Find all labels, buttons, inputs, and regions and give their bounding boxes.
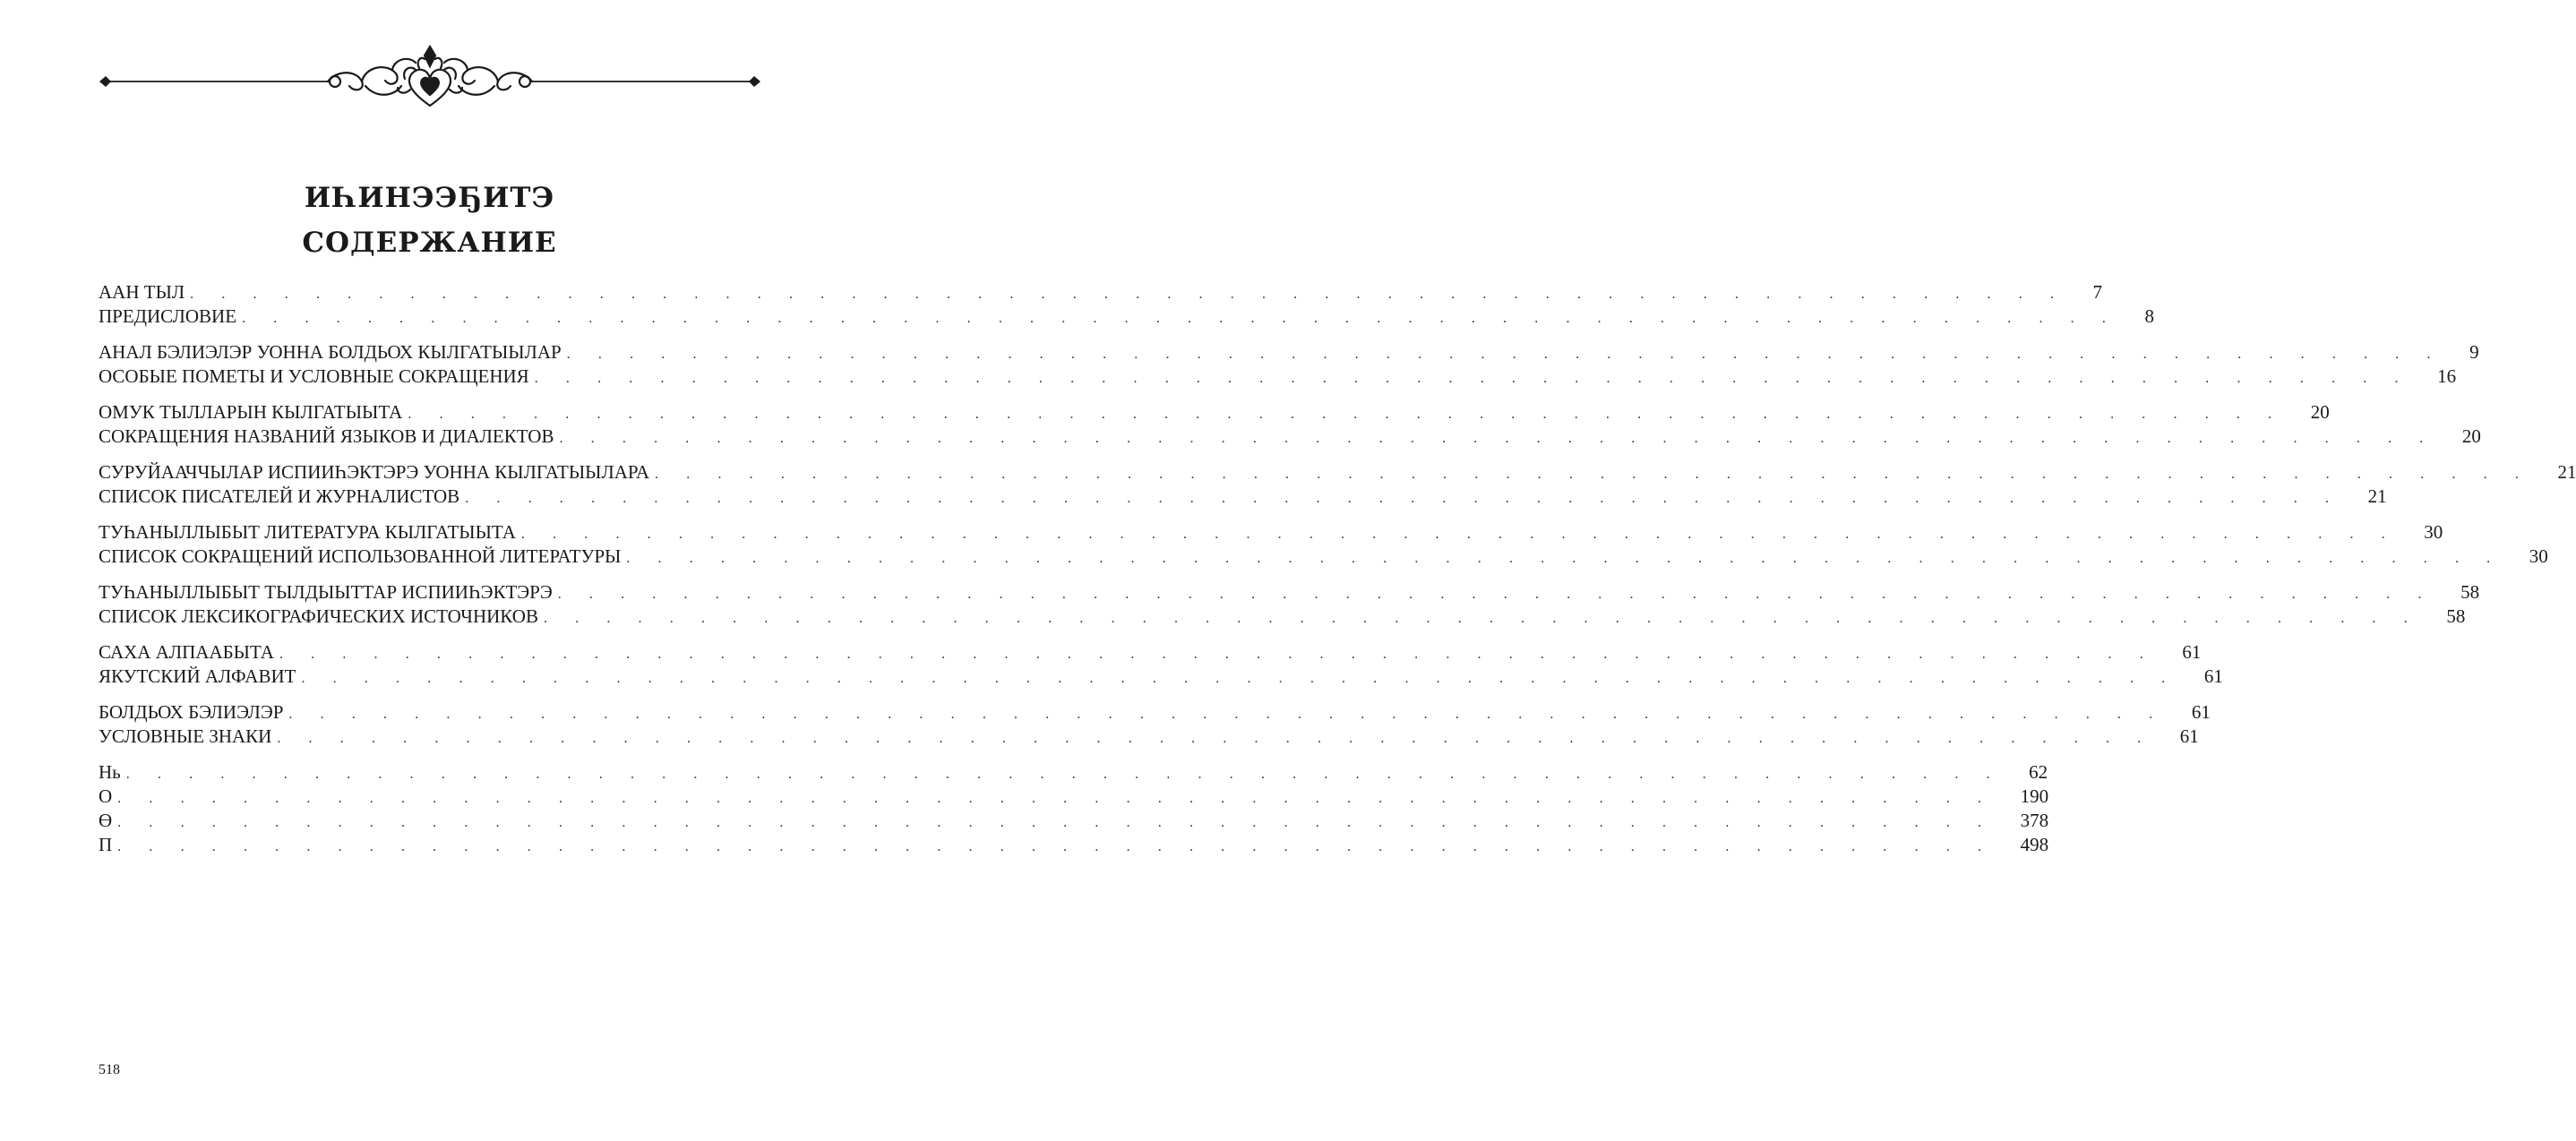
toc-entry-label: ААН ТЫЛ — [99, 280, 190, 305]
toc-entry-label: ОСОБЫЕ ПОМЕТЫ И УСЛОВНЫЕ СОКРАЩЕНИЯ — [99, 365, 535, 389]
toc-group — [99, 520, 2548, 569]
dot-leader: . . . . . . . . . . . . . . . . . . . . . . . . . . . . . . . . . . . . . . . . . . . . . . . . . . . . . . . . . . . . — [190, 287, 2066, 302]
dot-leader: . . . . . . . . . . . . . . . . . . . . . . . . . . . . . . . . . . . . . . . . . . . . . . . . . . . . . . . . . . . . — [301, 671, 2177, 686]
toc-entry-label: Нь — [99, 760, 126, 785]
toc-entry — [99, 700, 2211, 725]
toc-entry — [99, 605, 2466, 629]
toc-entry-page: 62 — [2029, 761, 2048, 783]
toc-entry — [99, 460, 2576, 485]
dot-leader: . . . . . . . . . . . . . . . . . . . . . . . . . . . . . . . . . . . . . . . . . . . . . . . . . . . . . . . . . . . . — [557, 587, 2434, 602]
toc-entry — [99, 725, 2199, 749]
toc-entry-page: 7 — [2092, 281, 2103, 303]
toc-entry-page: 378 — [2020, 810, 2049, 831]
toc-entry-label: ТУҺАНЫЛЛЫБЫТ ТЫЛДЫЫТТАР ИСПИИҺЭКТЭРЭ — [99, 580, 558, 605]
dot-leader: . . . . . . . . . . . . . . . . . . . . . . . . . . . . . . . . . . . . . . . . . . . . . . . . . . . . . . . . . . . . — [543, 611, 2420, 626]
toc-entry-label: АНАЛ БЭЛИЭЛЭР УОННА БОЛДЬОХ КЫЛГАТЫЫЛАР — [99, 340, 567, 365]
toc-entry-page: 61 — [2182, 641, 2202, 663]
toc-entry — [99, 833, 2049, 857]
dot-leader: . . . . . . . . . . . . . . . . . . . . . . . . . . . . . . . . . . . . . . . . . . . . . . . . . . . . . . . . . . . . — [125, 767, 2003, 782]
toc-entry-page: 30 — [2529, 545, 2548, 567]
toc-entry-label: САХА АЛПААБЫТА — [99, 640, 279, 665]
toc-entry-label: ЯКУТСКИЙ АЛФАВИТ — [99, 665, 301, 689]
toc-entry-page: 61 — [2179, 725, 2199, 747]
toc-entry-page: 30 — [2424, 521, 2443, 543]
toc-entry-page: 8 — [2144, 305, 2154, 327]
toc-entry-page: 190 — [2020, 785, 2049, 807]
toc-entry — [99, 280, 2103, 305]
toc-entry-page: 58 — [2446, 605, 2466, 627]
toc-entry — [99, 305, 2154, 329]
toc-entry — [99, 365, 2457, 389]
dot-leader: . . . . . . . . . . . . . . . . . . . . . . . . . . . . . . . . . . . . . . . . . . . . . . . . . . . . . . . . . . . . — [566, 347, 2443, 362]
page-title-sakha: ИҺИНЭЭҔИТЭ — [304, 182, 555, 214]
dot-leader: . . . . . . . . . . . . . . . . . . . . . . . . . . . . . . . . . . . . . . . . . . . . . . . . . . . . . . . . . . . . — [465, 491, 2341, 506]
toc-entry-label: БОЛДЬОХ БЭЛИЭЛЭР — [99, 700, 288, 725]
dot-leader: . . . . . . . . . . . . . . . . . . . . . . . . . . . . . . . . . . . . . . . . . . . . . . . . . . . . . . . . . . . . — [520, 527, 2398, 542]
toc-entry-page: 20 — [2310, 401, 2330, 423]
toc-entry — [99, 665, 2223, 689]
page-title-russian: СОДЕРЖАНИЕ — [302, 227, 557, 259]
toc-group — [99, 400, 2481, 449]
dot-leader: . . . . . . . . . . . . . . . . . . . . . . . . . . . . . . . . . . . . . . . . . . . . . . . . . . . . . . . . . . . . — [117, 815, 1994, 830]
toc-group — [99, 460, 2576, 509]
toc-entry — [99, 760, 2048, 785]
toc-entry-label: СПИСОК ПИСАТЕЛЕЙ И ЖУРНАЛИСТОВ — [99, 485, 465, 509]
toc-group — [99, 640, 2223, 689]
toc-entry-page: 61 — [2203, 665, 2223, 687]
dot-leader: . . . . . . . . . . . . . . . . . . . . . . . . . . . . . . . . . . . . . . . . . . . . . . . . . . . . . . . . . . . . — [277, 731, 2153, 746]
toc-entry — [99, 785, 2049, 809]
toc-entry — [99, 485, 2387, 509]
toc-group — [99, 580, 2480, 629]
toc-entry — [99, 340, 2479, 365]
toc-group — [99, 340, 2479, 389]
toc-entry-label: ОМУК ТЫЛЛАРЫН КЫЛГАТЫЫТА — [99, 400, 408, 425]
toc-entry — [99, 520, 2443, 545]
table-of-contents — [99, 280, 2576, 869]
dot-leader: . . . . . . . . . . . . . . . . . . . . . . . . . . . . . . . . . . . . . . . . . . . . . . . . . . . . . . . . . . . . — [117, 839, 1994, 854]
toc-entry — [99, 425, 2481, 449]
dot-leader: . . . . . . . . . . . . . . . . . . . . . . . . . . . . . . . . . . . . . . . . . . . . . . . . . . . . . . . . . . . . — [279, 647, 2156, 662]
dot-leader: . . . . . . . . . . . . . . . . . . . . . . . . . . . . . . . . . . . . . . . . . . . . . . . . . . . . . . . . . . . . — [559, 431, 2435, 446]
toc-entry-page: 9 — [2469, 341, 2479, 363]
toc-entry-label: СОКРАЩЕНИЯ НАЗВАНИЙ ЯЗЫКОВ И ДИАЛЕКТОВ — [99, 425, 559, 449]
dot-leader: . . . . . . . . . . . . . . . . . . . . . . . . . . . . . . . . . . . . . . . . . . . . . . . . . . . . . . . . . . . . — [242, 311, 2118, 326]
toc-entry-label: УСЛОВНЫЕ ЗНАКИ — [99, 725, 277, 749]
dot-leader: . . . . . . . . . . . . . . . . . . . . . . . . . . . . . . . . . . . . . . . . . . . . . . . . . . . . . . . . . . . . — [117, 791, 1994, 806]
toc-entry-label: СПИСОК ЛЕКСИКОГРАФИЧЕСКИХ ИСТОЧНИКОВ — [99, 605, 544, 629]
toc-entry-label: СПИСОК СОКРАЩЕНИЙ ИСПОЛЬЗОВАННОЙ ЛИТЕРАТУРЫ — [99, 545, 626, 569]
dot-leader: . . . . . . . . . . . . . . . . . . . . . . . . . . . . . . . . . . . . . . . . . . . . . . . . . . . . . . . . . . . . — [655, 467, 2531, 482]
toc-entry-label: П — [99, 833, 117, 857]
toc-entry-page: 58 — [2460, 581, 2480, 603]
decorative-scroll-ornament — [97, 43, 763, 115]
toc-entry-label: ПРЕДИСЛОВИЕ — [99, 305, 242, 329]
toc-group — [99, 700, 2211, 749]
toc-entry-page: 61 — [2191, 701, 2211, 723]
toc-entry — [99, 809, 2049, 833]
toc-group — [99, 280, 2154, 329]
toc-entry-label: СУРУЙААЧЧЫЛАР ИСПИИҺЭКТЭРЭ УОННА КЫЛГАТЫЫЛАРА — [99, 460, 655, 485]
dot-leader: . . . . . . . . . . . . . . . . . . . . . . . . . . . . . . . . . . . . . . . . . . . . . . . . . . . . . . . . . . . . — [534, 371, 2411, 386]
dot-leader: . . . . . . . . . . . . . . . . . . . . . . . . . . . . . . . . . . . . . . . . . . . . . . . . . . . . . . . . . . . . — [408, 407, 2284, 422]
toc-group — [99, 760, 2049, 857]
dot-leader: . . . . . . . . . . . . . . . . . . . . . . . . . . . . . . . . . . . . . . . . . . . . . . . . . . . . . . . . . . . . — [626, 551, 2503, 566]
toc-entry-page: 21 — [2557, 461, 2576, 483]
toc-entry — [99, 640, 2202, 665]
toc-entry-page: 16 — [2437, 365, 2457, 387]
toc-entry-label: ТУҺАНЫЛЛЫБЫТ ЛИТЕРАТУРА КЫЛГАТЫЫТА — [99, 520, 521, 545]
toc-entry-page: 21 — [2367, 485, 2387, 507]
toc-entry — [99, 545, 2548, 569]
toc-entry-label: О — [99, 785, 117, 809]
toc-entry-page: 498 — [2020, 834, 2049, 855]
toc-entry-page: 20 — [2461, 425, 2481, 447]
page-number: 518 — [99, 1062, 120, 1077]
dot-leader: . . . . . . . . . . . . . . . . . . . . . . . . . . . . . . . . . . . . . . . . . . . . . . . . . . . . . . . . . . . . — [288, 707, 2165, 722]
toc-entry-label: Ө — [99, 809, 117, 833]
toc-entry — [99, 400, 2330, 425]
toc-entry — [99, 580, 2480, 605]
